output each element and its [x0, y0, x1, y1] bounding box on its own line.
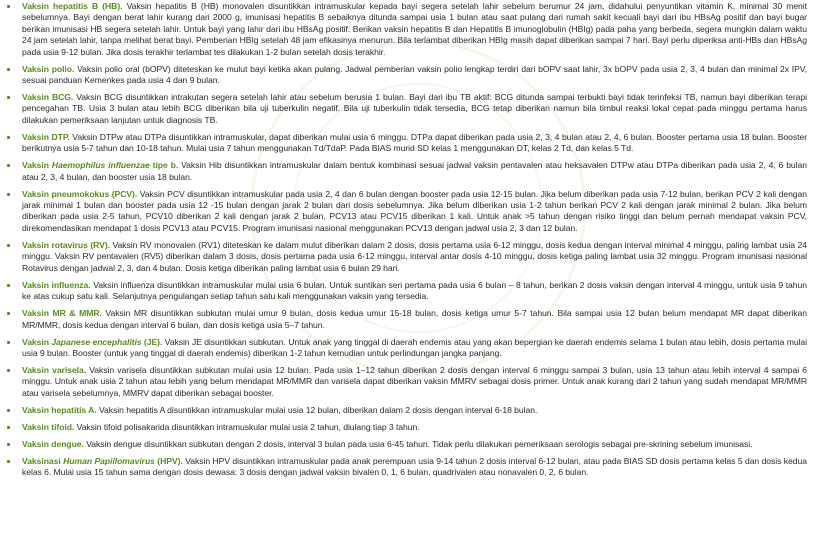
list-item: [22, 439, 807, 450]
item-title: Vaksin hepatitis B (HB).: [22, 1, 123, 11]
item-title: Vaksin hepatitis A.: [22, 404, 97, 415]
list-item: [22, 240, 807, 274]
item-body: Vaksin JE disuntikkan subkutan. Untuk anak yang tinggal di daerah endemis atau yang akan bepergian ke daerah endemis selama 1 bulan atau lebih, dosis pertama mulai usia 9 bulan. Booster (untuk yang tinggal di daerah endemis) diberikan 1-2 tahun kemudian untuk perlindungan jangka panjang.: [22, 336, 807, 358]
list-item: [22, 405, 807, 416]
item-body: Vaksin tifoid polisakarida disuntikkan intramuskular mulai usia 2 tahun, diulang tiap 3 tahun.: [76, 421, 420, 432]
list-item: [22, 189, 807, 235]
list-item: [22, 365, 807, 399]
item-body: Vaksin hepatitis B (HB) monovalen disuntikkan intramuskular kepada bayi segera setelah lahir sebelum berumur 24 jam, didahului penyuntikan vitamin K, minimal 30 menit sebelumnya. Bayi dengan berat lahir kurang dari 2000 g, imunisasi hepatitis B sebaiknya ditunda sampai usia 1 bulan atau saat pulang dari rumah sakit kecuali bayi dari ibu HBsAg positif dan bayi bugar berikan imunisasi HB segera setelah lahir. Untuk bayi yang lahir dari ibu HBsAg positif: Berikan vaksin hepatitis B dan Hepatitis B imunoglobulin (HBIg) pada paha yang berbeda, segera mungkin dalam waktu 24 jam setelah lahir, tanpa melihat berat bayi. Pemberian HBIg setelah 48 jam efikasinya menurun. Bila terlambat diberikan HBIg masih dapat diberikan sampai 7 hari. Bayi perlu diperiksa anti-HBs dan HBsAg pada usia 9-12 bulan. Jika dosis terakhir terlambat tes dilakukan 1-2 bulan setelah dosis terakhir.: [22, 1, 807, 57]
item-body: Vaksin dengue disuntikkan subkutan dengan 2 dosis, interval 3 bulan pada usia 6-45 tahun. Tidak perlu dilakukan pemeriksaan serologis sebagai pre-skrining sebelum imunisasi.: [86, 438, 753, 449]
list-item: [22, 280, 807, 303]
item-body: Vaksin DTPw atau DTPa disuntikkan intramuskular, dapat diberikan mulai usia 6 minggu. DTPa dapat diberikan pada usia 2, 3, 4 bulan atau 2, 4, 6 bulan. Booster pertama usia 18 bulan. Booster berikutnya usia 5-7 tahun dan 10-18 tahun. Mulai usia 7 tahun menggunakan Td/TdaP. Pada BIAS murid SD kelas 1 menggunakan DT, kelas 2 Td, dan kelas 5 Td.: [22, 131, 808, 154]
list-item: [22, 160, 807, 183]
item-title: Vaksin Japanese encephalitis (JE).: [22, 336, 163, 347]
list-item: [22, 92, 807, 126]
item-body: Vaksin varisela disuntikkan subkutan mulai usia 12 bulan. Pada usia 1–12 tahun diberikan 2 dosis dengan interval 6 minggu sampai 3 bulan, usia 13 tahun atau lebih interval 4 sampai 6 minggu. Untuk anak usia 2 tahun atau lebih yang belum mendapat MR/MMR dan varisela dapat diberikan vaksin MMRV sebagai dosis primer. Untuk anak kurang dari 2 tahun yang sudah mendapat MR/MMR atau varisela sebelumnya, MMRV dapat diberikan sebagai booster.: [22, 364, 807, 398]
list-item: [22, 308, 807, 331]
item-title: Vaksin tifoid.: [22, 421, 75, 432]
item-body: Vaksin influenza disuntikkan intramuskular mulai usia 6 bulan. Untuk suntikan seri pertama pada usia 6 bulan – 8 tahun, berikan 2 dosis vaksin dengan interval 4 minggu, untuk usia 9 tahun ke atas cukup satu kali. Selanjutnya pengulangan setiap tahun satu kali menggunakan vaksin yang tersedia.: [22, 279, 807, 302]
item-title: Vaksin rotavirus (RV).: [22, 239, 110, 250]
item-title: Vaksin dengue.: [22, 438, 84, 449]
item-body: Vaksin HPV disuntikkan intramuskular pada anak perempuan usia 9-14 tahun 2 dosis interval 6-12 bulan, atau pada BIAS SD dosis pertama kelas 5 dan dosis kedua kelas 6. Mulai usia 15 tahun sama dengan dosis dewasa: 3 dosis dengan jadwal vaksin bivalen 0, 1, 6 bulan, quadrivalen atau nonavalen 0, 2, 6 bulan.: [22, 455, 807, 478]
item-title: Vaksinasi Human Papillomavirus (HPV).: [22, 455, 183, 466]
item-title: Vaksin influenza.: [22, 279, 91, 290]
list-item: [22, 64, 807, 87]
item-body: Vaksin Hib disuntikkan intramuskular dalam bentuk kombinasi sesuai jadwal vaksin pentavalen atau heksavalen DTPw atau DTPa diberikan pada usia 2, 4, 6 bulan atau 2, 3, 4 bulan, dan booster usia 18 bulan.: [22, 160, 807, 182]
item-title: Vaksin DTP.: [22, 131, 70, 142]
item-body: Vaksin PCV disuntikkan intramuskular pada usia 2, 4 dan 6 bulan dengan booster pada usia 12-15 bulan. Jika belum diberikan pada usia 7-12 bulan, berikan PCV 2 kali dengan jarak minimal 1 bulan dan booster pada usia 12 -15 bulan dengan jarak 2 bulan dari dosis sebelumnya. Jika belum diberikan usia 1-2 tahun berikan PCV 2 kali dengan jarak minimal 2 bulan. Jika belum diberikan pada usia 2-5 tahun, PCV10 diberikan 2 kali dengan jarak 2 bulan, PCV13 atau PCV15 diberikan 1 kali. Untuk anak >5 tahun dengan risiko tinggi dan belum pernah mendapat vaksin PCV, direkomendasikan mendapat 1 dosis PCV13 atau PCV15. Program imunisasi nasional menggunakan PCV13 dengan jadwal usia 2, 3 dan 12 bulan.: [22, 188, 807, 233]
item-title: Vaksin BCG.: [22, 92, 74, 103]
list-item: [22, 422, 807, 433]
item-body: Vaksin hepatitis A disuntikkan intramuskular mulai usia 12 bulan, diberikan dalam 2 dosis dengan interval 6-18 bulan.: [99, 404, 538, 415]
item-title: Vaksin Haemophilus influenzae tipe b.: [22, 160, 179, 171]
list-item: [22, 337, 807, 360]
item-body: Vaksin polio oral (bOPV) diteteskan ke mulut bayi ketika akan pulang. Jadwal pemberian vaksin polio lengkap terdiri dari bOPV saat lahir, 3x bOPV pada usia 2, 3, 4 bulan dan minimal 2x IPV, sesuai panduan Kemenkes pada usia 4 dan 9 bulan.: [22, 63, 807, 86]
list-item: [22, 132, 807, 155]
list-item: [22, 1, 807, 58]
item-body: Vaksin BCG disuntikkan intrakutan segera setelah lahir atau sebelum berusia 1 bulan. Bayi dari ibu TB aktif: BCG ditunda sampai terbukti bayi tidak terinfeksi TB, namun bayi diberikan terapi pencegahan TB. Usia 3 bulan atau lebih BCG diberikan bila uji tuberkulin negatif. Bila uji tuberkulin tidak tersedia, BCG tetap diberikan namun bila timbul reaksi lokal cepat pada minggu pertama harus dilakukan pemeriksaan lanjutan untuk diagnosis TB.: [22, 92, 807, 125]
item-title: Vaksin pneumokokus (PCV).: [22, 188, 138, 199]
item-body: Vaksin RV monovalen (RV1) diteteskan ke dalam mulut diberikan dalam 2 dosis, dosis pertama usia 6-12 minggu, dosis kedua dengan interval minimal 4 minggu, paling lambat usia 24 minggu. Vaksin RV pentavalen (RV5) diberikan dalam 3 dosis, dosis pertama pada usia 6-12 minggu, interval antar dosis 4-10 minggu, dosis ketiga paling lambat usia 32 minggu. Program imunisasi nasional Rotavirus dengan jadwal 2, 3, dan 4 bulan. Dosis ketiga diberikan paling lambat usia 6 bulan 29 hari.: [22, 239, 808, 273]
item-title: Vaksin MR & MMR.: [22, 308, 102, 319]
item-title: Vaksin varisela.: [22, 364, 87, 375]
item-body: Vaksin MR disuntikkan subkutan mulai umur 9 bulan, dosis kedua umur 15-18 bulan, dosis ketiga umur 5-7 tahun. Bila sampai usia 12 bulan belum mendapat MR dapat diberikan MR/MMR, dosis kedua dengan interval 6 bulan, dan dosis ketiga usia 5–7 tahun.: [22, 308, 807, 330]
item-title: Vaksin polio.: [22, 63, 75, 74]
list-item: [22, 456, 807, 479]
